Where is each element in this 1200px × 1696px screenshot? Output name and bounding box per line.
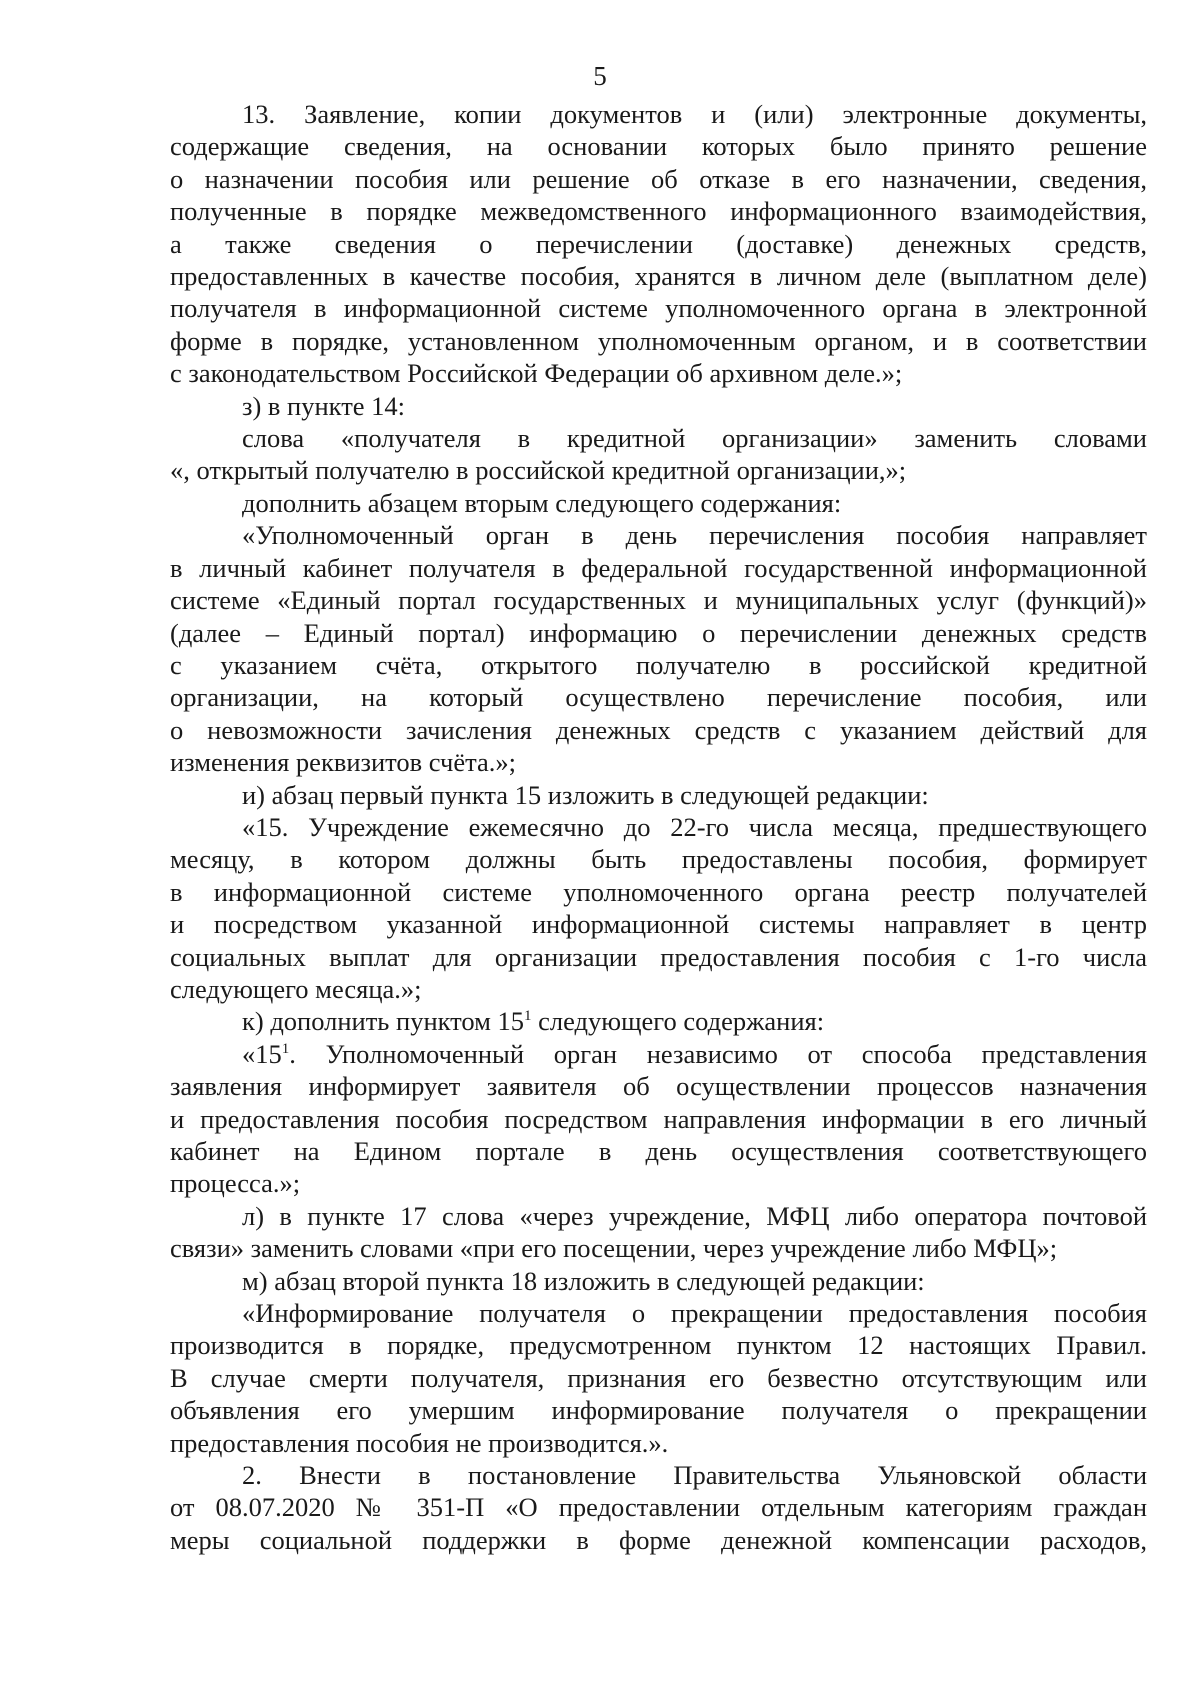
text-line: з) в пункте 14:: [242, 390, 406, 421]
text-line: В случае смерти получателя, признания его безвестно отсутствующим или: [170, 1362, 1147, 1393]
text-line: кабинет на Едином портале в день осуществления соответствующего: [170, 1136, 1147, 1166]
text-line: предоставленных в качестве пособия, хранятся в личном деле (выплатном деле): [170, 261, 1147, 292]
text-line: от 08.07.2020 № 351-П «О предоставлении отдельным категориям граждан: [170, 1492, 1147, 1523]
text-line: [170, 1005, 1147, 1037]
text-line: форме в порядке, установленном уполномоченным органом, и в соответствии: [170, 325, 1147, 356]
text-run: . Уполномоченный орган независимо от способа представления: [289, 1038, 1147, 1069]
text-run: к) дополнить пунктом 15: [242, 1006, 525, 1037]
text-line: получателя в информационной системе уполномоченного органа в электронной: [170, 293, 1147, 324]
text-line: с законодательством Российской Федерации об архивном деле.»;: [170, 358, 903, 389]
text-line: дополнить абзацем вторым следующего содержания:: [242, 487, 842, 518]
text-line: «, открытый получателю в российской кредитной организации,»;: [170, 455, 907, 486]
text-line: о невозможности зачисления денежных средств с указанием действий для: [170, 714, 1147, 745]
text-line: процесса.»;: [170, 1168, 301, 1199]
text-line: системе «Единый портал государственных и муниципальных услуг (функций)»: [170, 585, 1147, 616]
text-line: в информационной системе уполномоченного органа реестр получателей: [170, 876, 1147, 907]
text-line: о назначении пособия или решение об отказе в его назначении, сведения,: [170, 163, 1147, 194]
text-line: 2. Внести в постановление Правительства Ульяновской области: [242, 1460, 1147, 1491]
text-line: объявления его умершим информирование получателя о прекращении: [170, 1395, 1147, 1426]
text-line: организации, на который осуществлено перечисление пособия, или: [170, 682, 1147, 713]
superscript: 1: [281, 1040, 290, 1057]
text-line: с указанием счёта, открытого получателю в российской кредитной: [170, 649, 1147, 680]
text-line: и предоставления пособия посредством направления информации в его личный: [170, 1103, 1147, 1134]
text-line: л) в пункте 17 слова «через учреждение, МФЦ либо оператора почтовой: [242, 1200, 1147, 1231]
text-line: слова «получателя в кредитной организации» заменить словами: [242, 423, 1147, 454]
text-line: [170, 1038, 1147, 1070]
text-run: «15: [242, 1038, 282, 1069]
text-line: «15. Учреждение ежемесячно до 22-го числа месяца, предшествующего: [242, 811, 1147, 842]
text-line: а также сведения о перечислении (доставке) денежных средств,: [170, 228, 1147, 259]
text-line: «Информирование получателя о прекращении предоставления пособия: [242, 1298, 1147, 1329]
text-line: меры социальной поддержки в форме денежной компенсации расходов,: [170, 1524, 1147, 1555]
text-line: содержащие сведения, на основании которых было принято решение: [170, 131, 1147, 162]
text-line: «Уполномоченный орган в день перечисления пособия направляет: [242, 520, 1147, 551]
document-body: [170, 98, 1147, 1556]
text-line: в личный кабинет получателя в федеральной государственной информационной: [170, 552, 1147, 583]
text-line: 13. Заявление, копии документов и (или) электронные документы,: [242, 99, 1147, 129]
text-line: (далее – Единый портал) информацию о перечислении денежных средств: [170, 617, 1147, 648]
text-line: полученные в порядке межведомственного информационного взаимодействия,: [170, 196, 1147, 227]
text-run: следующего содержания:: [531, 1006, 825, 1037]
text-line: месяцу, в котором должны быть предоставлены пособия, формирует: [170, 844, 1147, 875]
text-line: изменения реквизитов счёта.»;: [170, 747, 517, 778]
text-line: заявления информирует заявителя об осуществлении процессов назначения: [170, 1071, 1147, 1102]
text-line: и посредством указанной информационной системы направляет в центр: [170, 909, 1147, 940]
text-line: связи» заменить словами «при его посещении, через учреждение либо МФЦ»;: [170, 1233, 1058, 1264]
page-number: 5: [593, 61, 607, 91]
text-line: предоставления пособия не производится.».: [170, 1427, 669, 1458]
text-line: производится в порядке, предусмотренном пунктом 12 настоящих Правил.: [170, 1330, 1147, 1361]
superscript: 1: [524, 1008, 532, 1025]
text-line: следующего месяца.»;: [170, 973, 422, 1004]
text-line: м) абзац второй пункта 18 изложить в следующей редакции:: [242, 1265, 925, 1296]
text-line: и) абзац первый пункта 15 изложить в следующей редакции:: [242, 779, 929, 810]
text-line: социальных выплат для организации предоставления пособия с 1-го числа: [170, 941, 1147, 972]
